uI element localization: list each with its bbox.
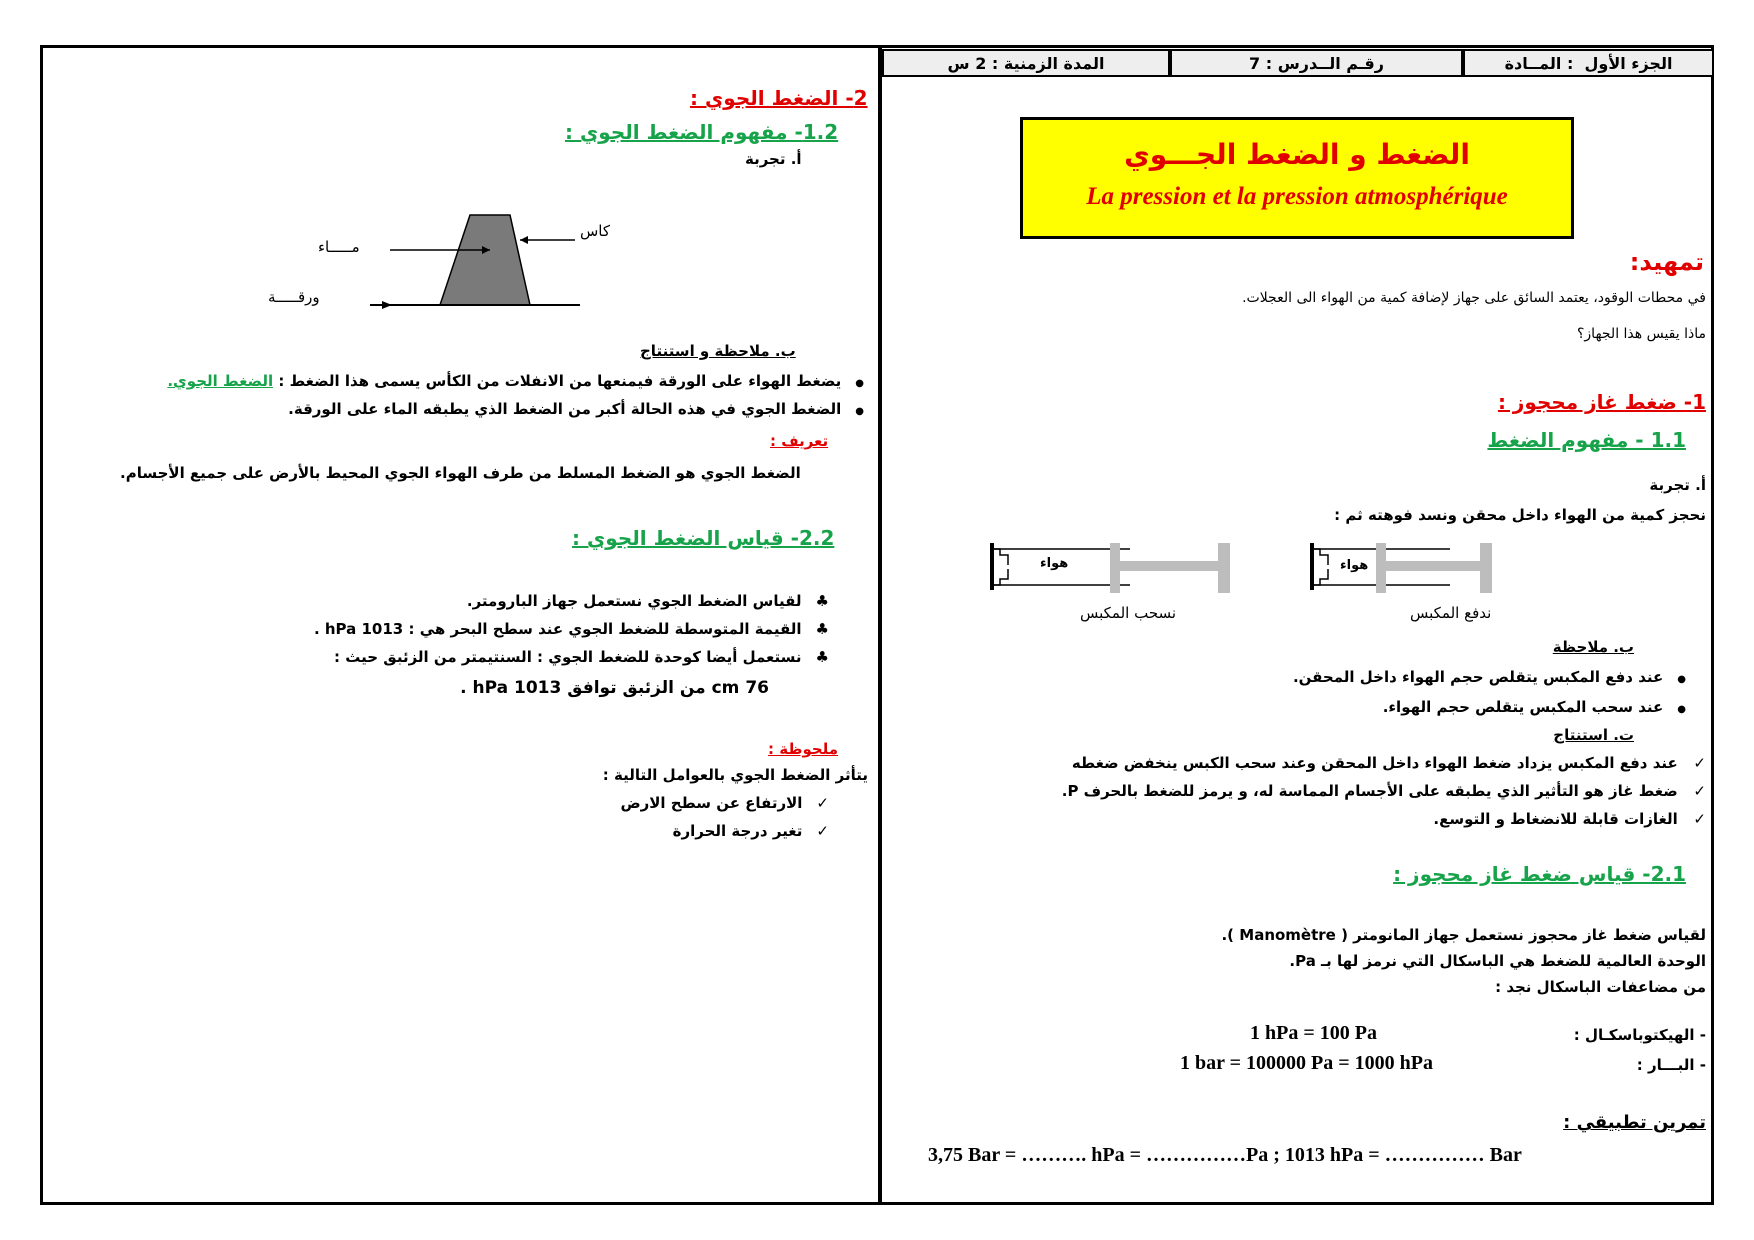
m2-row: ♣القيمة المتوسطة للضغط الجوي عند سطح البحر هي : 1013 hPa .	[313, 620, 829, 638]
header-part	[1463, 49, 1714, 77]
factor1: الارتفاع عن سطح الارض	[620, 794, 803, 812]
section1-heading: 1- ضغط غاز محجوز :	[1497, 390, 1706, 414]
concl3-row: ✓ الغازات قابلة للانضغاط و التوسع.	[1433, 810, 1706, 828]
obs2: ● عند سحب المكبس يتقلص حجم الهواء.	[1383, 698, 1686, 716]
unit1-name: - الهيكتوباسكـال :	[1573, 1026, 1706, 1044]
note-label: ملحوظة :	[768, 740, 839, 758]
push-label: ندفع المكبس	[1410, 604, 1492, 622]
paper-label: ورقـــــة	[268, 288, 320, 306]
m1: لقياس الضغط الجوي نستعمل جهاز البارومتر.	[466, 592, 802, 610]
section2-heading: 2- الضغط الجوي :	[690, 86, 868, 110]
section2-sub2: 2.2- قياس الضغط الجوي :	[572, 526, 835, 550]
title-french: La pression et la pression atmosphérique	[1086, 183, 1508, 210]
exp-text: نحجز كمية من الهواء داخل محقن ونسد فوهته ثم :	[1334, 506, 1706, 524]
measure1: لقياس ضغط غاز محجوز نستعمل جهاز المانومتر ( Manomètre ).	[1221, 926, 1706, 944]
title-arabic: الضغط و الضغط الجـــوي	[1124, 138, 1470, 171]
unit2-value: 1 bar = 100000 Pa = 1000 hPa	[1180, 1052, 1433, 1074]
factor2-row: ✓تغير درجة الحرارة	[672, 822, 829, 840]
def-label: تعريف :	[770, 432, 829, 450]
concl3: الغازات قابلة للانضغاط و التوسع.	[1433, 810, 1678, 828]
obs1: ● عند دفع المكبس يتقلص حجم الهواء داخل المحقن.	[1293, 668, 1686, 686]
exp-label: أ. تجربة	[1649, 476, 1706, 494]
glass-shape	[440, 215, 530, 305]
title-box	[1020, 117, 1574, 239]
exercise-text: 3,75 Bar = ………. hPa = ……………Pa ; 1013 hPa = …………… Bar	[928, 1144, 1522, 1166]
concl1-row: ✓ عند دفع المكبس يزداد ضغط الهواء داخل المحقن وعند سحب الكبس ينخفض ضغطه	[1071, 754, 1706, 772]
section1-sub1: 1.1 - مفهوم الضغط	[1487, 428, 1686, 452]
header-subject-text: : المــادة	[1504, 53, 1574, 73]
intro-heading: تمهيد:	[1629, 248, 1704, 276]
water-label: مـــــاء	[318, 238, 360, 256]
m2: القيمة المتوسطة للضغط الجوي عند سطح البحر هي : 1013 hPa .	[313, 620, 802, 638]
section2-exp-label: أ. تجربة	[745, 150, 802, 168]
section2-sub1: 1.2- مفهوم الضغط الجوي :	[565, 120, 839, 144]
m3: نستعمل أيضا كوحدة للضغط الجوي : السنتيمتر من الزئبق حيث :	[334, 648, 802, 666]
concl-label: ت. استنتاج	[1553, 726, 1634, 744]
section2-obs2: ● الضغط الجوي في هذه الحالة أكبر من الضغط الذي يطبقه الماء على الورقة.	[288, 400, 864, 418]
unit1-value: 1 hPa = 100 Pa	[1250, 1022, 1377, 1044]
header-lesson	[1170, 49, 1463, 77]
measure3: من مضاعفات الباسكال نجد :	[1495, 978, 1706, 996]
air-label-push: هواء	[1340, 558, 1369, 573]
exercise-label: تمرين تطبيقي :	[1563, 1112, 1706, 1133]
factor2: تغير درجة الحرارة	[672, 822, 803, 840]
concl1: عند دفع المكبس يزداد ضغط الهواء داخل المحقن وعند سحب الكبس ينخفض ضغطه	[1071, 754, 1678, 772]
header-duration	[882, 49, 1170, 77]
note-text: يتأثر الضغط الجوي بالعوامل التالية :	[602, 766, 868, 784]
concl2-row: ✓ ضغط غاز هو التأثير الذي يطبقه على الأجسام المماسة له، و يرمز للضغط بالحرف P.	[1061, 782, 1706, 800]
unit2-name: - البـــار :	[1636, 1056, 1706, 1074]
intro-line2: ماذا يقيس هذا الجهاز؟	[1576, 326, 1706, 342]
syringe-push	[1312, 543, 1492, 593]
glass-label: كاس	[580, 222, 611, 240]
header-duration-text: المدة الزمنية : 2 س	[947, 53, 1105, 73]
header-lesson-text: رقـم الــدرس : 7	[1249, 53, 1384, 73]
measure2: الوحدة العالمية للضغط هي الباسكال التي نرمز لها بـ Pa.	[1289, 952, 1706, 970]
header-part-text: الجزء الأول	[1584, 53, 1673, 73]
syringe-pull	[992, 543, 1230, 593]
pull-label: نسحب المكبس	[1080, 604, 1177, 622]
intro-line1: في محطات الوقود، يعتمد السائق على جهاز لإضافة كمية من الهواء الى العجلات.	[1242, 290, 1706, 306]
section2-obs1: ● يضغط الهواء على الورقة فيمنعها من الانفلات من الكأس يسمى هذا الضغط : الضغط الجوي.	[167, 372, 864, 390]
concl2: ضغط غاز هو التأثير الذي يطبقه على الأجسام المماسة له، و يرمز للضغط بالحرف P.	[1061, 782, 1678, 800]
section1-sub2: 2.1- قياس ضغط غاز محجوز :	[1393, 862, 1686, 886]
m3b: 76 cm من الزئبق توافق 1013 hPa .	[460, 678, 769, 698]
obs1-term: الضغط الجوي.	[167, 372, 274, 390]
obs-label: ب. ملاحظة	[1552, 638, 1634, 656]
section2-obs-label: ب. ملاحظة و استنتاج	[640, 342, 796, 360]
factor1-row: ✓الارتفاع عن سطح الارض	[620, 794, 829, 812]
column-divider	[878, 45, 882, 1205]
glass-diagram	[370, 205, 590, 315]
m3-row: ♣نستعمل أيضا كوحدة للضغط الجوي : السنتيمتر من الزئبق حيث :	[334, 648, 829, 666]
air-label-pull: هواء	[1040, 556, 1069, 571]
def-text: الضغط الجوي هو الضغط المسلط من طرف الهواء الجوي المحيط بالأرض على جميع الأجسام.	[120, 464, 801, 482]
m1-row: ♣لقياس الضغط الجوي نستعمل جهاز البارومتر.	[466, 592, 829, 610]
